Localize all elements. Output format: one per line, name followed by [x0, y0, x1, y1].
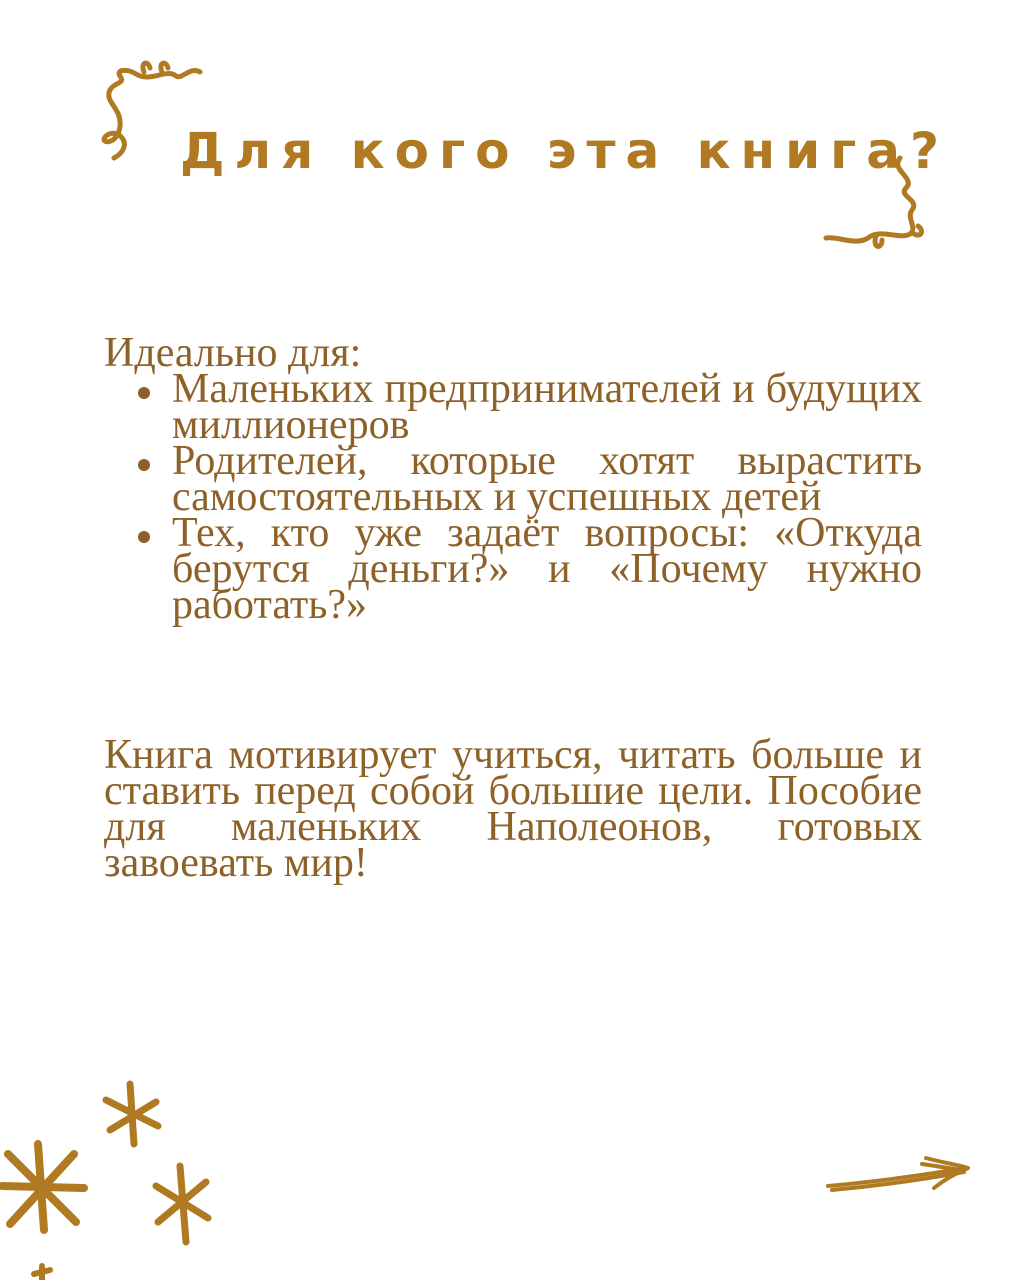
list-item: Родителей, которые хотят вырастить самостоятельных и успешных детей: [104, 443, 922, 515]
intro-heading: Идеально для:: [104, 330, 362, 376]
flourish-right-icon: [820, 152, 930, 252]
list-item: Маленьких предпринимателей и будущих миллионеров: [104, 371, 922, 443]
intro-section: [104, 330, 922, 628]
audience-list: [104, 366, 922, 628]
closing-section: [104, 732, 922, 886]
list-item: Тех, кто уже задаёт вопросы: «Откуда берутся деньги?» и «Почему нужно работать?»: [104, 515, 922, 623]
star-icon: [100, 1080, 164, 1150]
star-icon: [0, 1138, 90, 1238]
page-title: Для кого эта книга?: [180, 122, 949, 180]
closing-paragraph: Книга мотивирует учиться, читать больше и ставить перед собой большие цели. Пособие для маленьких Наполеонов, готовых завоевать мир!: [104, 732, 922, 886]
star-icon: [150, 1162, 214, 1246]
star-icon: [30, 1262, 54, 1280]
arrow-right-icon: [822, 1150, 974, 1196]
